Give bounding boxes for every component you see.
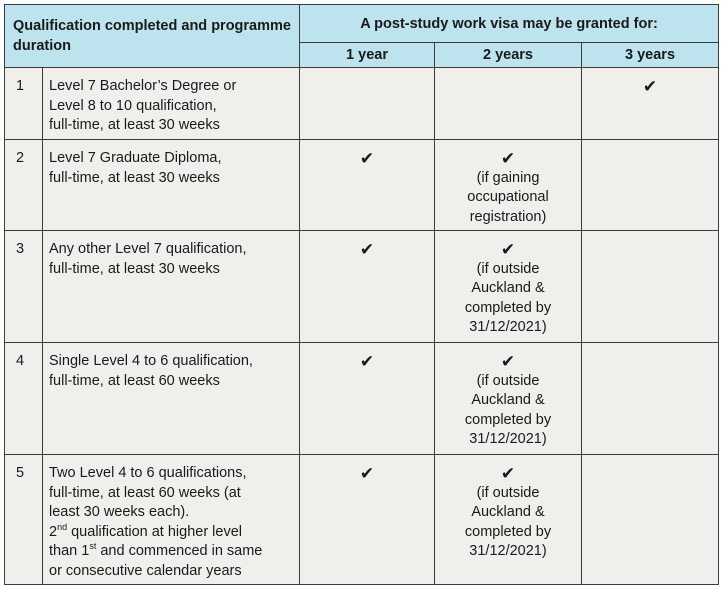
check-mark-icon: ✔ — [500, 240, 516, 259]
table-row — [5, 455, 719, 585]
cell-1-year — [300, 343, 435, 455]
cell-1-year — [300, 455, 435, 585]
qualification-header: Qualification completed and programme duration — [5, 5, 300, 68]
post-study-visa-table — [4, 4, 719, 585]
description-text: than 1 — [49, 543, 90, 559]
description-line — [49, 523, 295, 543]
description-line — [49, 542, 295, 562]
row-number: 5 — [5, 455, 43, 585]
condition-note-line: completed by — [464, 299, 552, 316]
check-mark-icon: ✔ — [500, 464, 516, 483]
check-mark-icon: ✔ — [642, 77, 658, 96]
condition-note-line: completed by — [464, 523, 552, 540]
duration-header-1-year: 1 year — [300, 43, 435, 68]
cell-2-years — [435, 231, 582, 343]
cell-1-year — [300, 68, 435, 140]
description-line: full-time, at least 30 weeks — [49, 260, 220, 277]
condition-note-line: Auckland & — [471, 280, 545, 296]
qualification-description — [43, 343, 300, 455]
condition-note-line: registration) — [469, 208, 547, 225]
description-text: and commenced in same — [96, 543, 263, 559]
condition-note-line: (if outside — [476, 260, 540, 277]
row-number: 4 — [5, 343, 43, 455]
qualification-description — [43, 231, 300, 343]
duration-header-3-years: 3 years — [582, 43, 719, 68]
description-line: Level 8 to 10 qualification, — [49, 97, 217, 114]
condition-note-line: Auckland & — [471, 392, 545, 408]
check-mark-icon: ✔ — [359, 149, 375, 168]
row-number: 1 — [5, 68, 43, 140]
qualification-description — [43, 455, 300, 585]
condition-note-line: completed by — [464, 411, 552, 428]
cell-1-year — [300, 231, 435, 343]
description-line: full-time, at least 30 weeks — [49, 117, 220, 133]
condition-note-line: (if outside — [476, 484, 540, 501]
cell-2-years — [435, 68, 582, 140]
description-line: full-time, at least 30 weeks — [49, 169, 220, 186]
description-line: Two Level 4 to 6 qualifications, — [49, 465, 247, 481]
ordinal-suffix: st — [89, 541, 97, 552]
ordinal-number: 2 — [49, 523, 58, 540]
condition-note-line: (if outside — [476, 372, 540, 389]
granted-header: A post-study work visa may be granted for: — [300, 5, 719, 43]
table-row — [5, 343, 719, 455]
cell-3-years — [582, 343, 719, 455]
check-mark-icon: ✔ — [359, 240, 375, 259]
check-mark-icon: ✔ — [359, 464, 375, 483]
description-line: Level 7 Graduate Diploma, — [49, 150, 222, 166]
table-row — [5, 68, 719, 140]
condition-note-line: (if gaining — [476, 169, 540, 186]
ordinal-suffix: nd — [57, 521, 68, 532]
description-line: least 30 weeks each). — [49, 504, 190, 520]
description-line: full-time, at least 60 weeks (at — [49, 484, 241, 501]
cell-2-years — [435, 140, 582, 231]
description-line: Level 7 Bachelor’s Degree or — [49, 78, 237, 94]
cell-3-years — [582, 68, 719, 140]
row-number: 2 — [5, 140, 43, 231]
row-number: 3 — [5, 231, 43, 343]
duration-header-2-years: 2 years — [435, 43, 582, 68]
cell-1-year — [300, 140, 435, 231]
check-mark-icon: ✔ — [500, 149, 516, 168]
condition-note-line: 31/12/2021) — [469, 543, 547, 559]
description-text: qualification at higher level — [67, 523, 243, 540]
cell-3-years — [582, 455, 719, 585]
qualification-description — [43, 68, 300, 140]
description-line: Single Level 4 to 6 qualification, — [49, 353, 253, 369]
table-row — [5, 140, 719, 231]
header-row-top — [5, 5, 719, 43]
description-line: or consecutive calendar years — [49, 562, 242, 579]
condition-note-line: 31/12/2021) — [469, 319, 547, 335]
cell-2-years — [435, 455, 582, 585]
check-mark-icon: ✔ — [500, 352, 516, 371]
cell-2-years — [435, 343, 582, 455]
table-row — [5, 231, 719, 343]
condition-note-line: occupational — [467, 189, 549, 205]
cell-3-years — [582, 140, 719, 231]
condition-note-line: Auckland & — [471, 504, 545, 520]
description-line: Any other Level 7 qualification, — [49, 241, 247, 257]
cell-3-years — [582, 231, 719, 343]
condition-note-line: 31/12/2021) — [469, 431, 547, 447]
check-mark-icon: ✔ — [359, 352, 375, 371]
qualification-description — [43, 140, 300, 231]
description-line: full-time, at least 60 weeks — [49, 372, 220, 389]
